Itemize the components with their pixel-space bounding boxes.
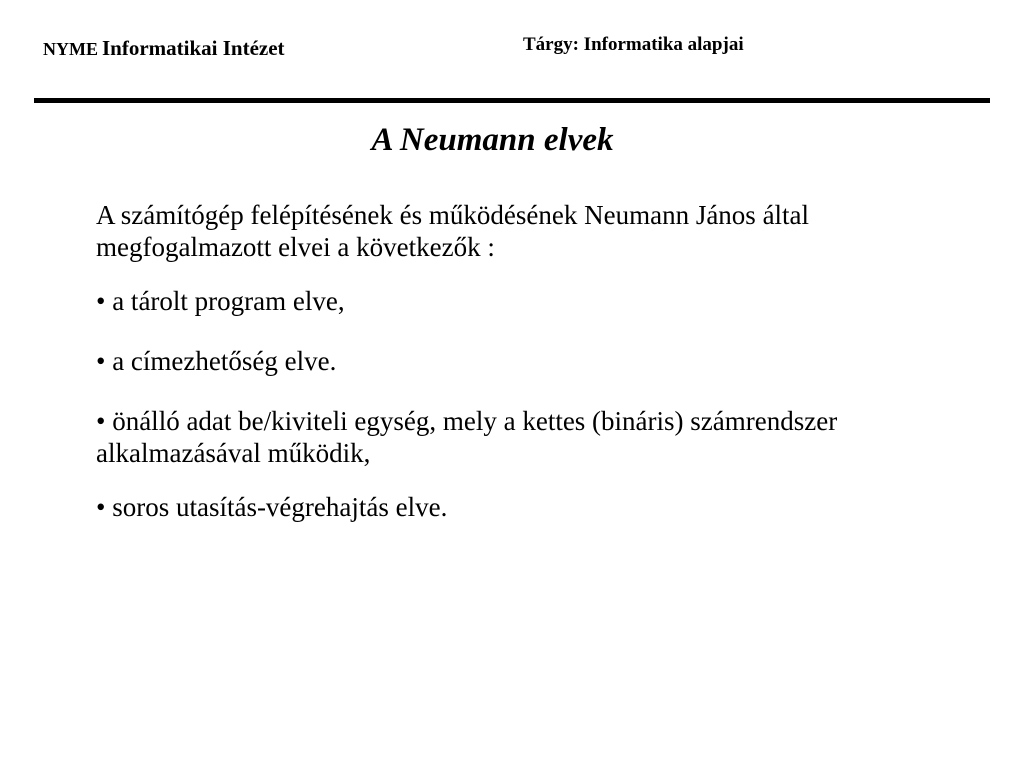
list-item: • soros utasítás-végrehajtás elve. [96, 492, 448, 522]
header-institute [43, 36, 285, 61]
list-item: • önálló adat be/kiviteli egység, mely a kettes (bináris) számrendszer alkalmazásával működik, [96, 406, 838, 468]
list-item: • a tárolt program elve, [96, 286, 345, 316]
subject-label: Tárgy: Informatika alapjai [523, 34, 744, 55]
org-name: NYME [43, 39, 98, 59]
principles-list [96, 285, 896, 523]
slide-title: A Neumann elvek [371, 122, 614, 158]
slide-content [96, 199, 896, 551]
list-item: • a címezhetőség elve. [96, 346, 337, 376]
institute-name: Informatikai Intézet [102, 36, 285, 60]
header-divider [34, 98, 990, 103]
intro-paragraph: A számítógép felépítésének és működésének Neumann János által megfogalmazott elvei a következők : [96, 200, 810, 262]
